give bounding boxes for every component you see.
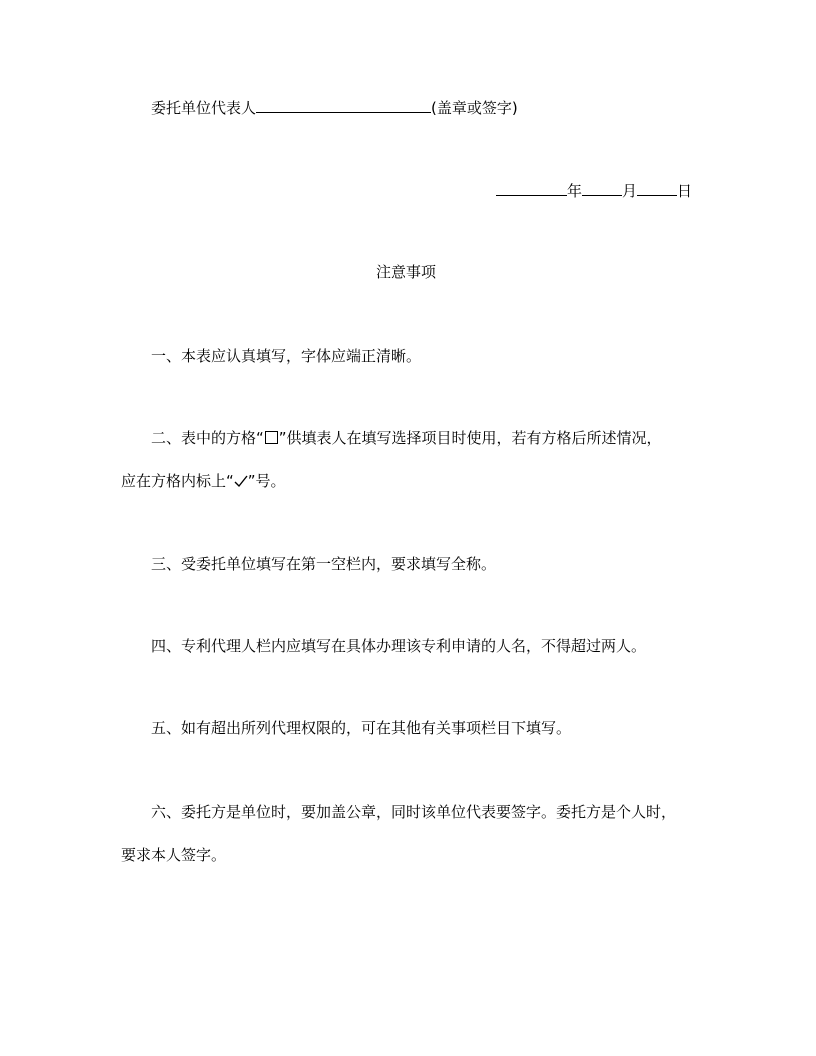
note-item-2-text-b: ”供填表人在填写选择项目时使用，若有方格后所述情况， [278,429,662,447]
note-item-5: 五、如有超出所列代理权限的，可在其他有关事项栏目下填写。 [151,719,572,737]
note-item-2-text-c: 应在方格内标上“ [121,472,234,490]
year-label: 年 [567,182,583,200]
note-item-2-line-2 [121,471,286,491]
note-item-4: 四、专利代理人栏内应填写在具体办理该专利申请的人名，不得超过两人。 [151,637,647,655]
month-blank [582,180,622,196]
signature-line [151,97,518,118]
notes-heading: 注意事项 [376,263,437,281]
checkmark-icon [234,474,248,488]
signature-label: 委托单位代表人 [151,99,257,117]
note-item-6-line-1: 六、委托方是单位时，要加盖公章，同时该单位代表要签字。委托方是个人时， [151,803,677,821]
note-item-3: 三、受委托单位填写在第一空栏内，要求填写全称。 [151,555,497,573]
month-label: 月 [622,182,638,200]
checkbox-icon [265,431,278,444]
note-item-1: 一、本表应认真填写，字体应端正清晰。 [151,347,422,365]
note-item-6-line-2: 要求本人签字。 [121,846,227,864]
note-item-2-text-a: 二、表中的方格“ [151,429,264,447]
year-blank [496,180,567,196]
signature-suffix: (盖章或签字) [431,99,518,117]
day-blank [637,180,677,196]
note-item-2-line-1 [151,428,662,448]
day-label: 日 [677,182,693,200]
date-line [496,180,692,201]
signature-blank [256,97,431,113]
note-item-2-text-d: ”号。 [247,472,286,490]
